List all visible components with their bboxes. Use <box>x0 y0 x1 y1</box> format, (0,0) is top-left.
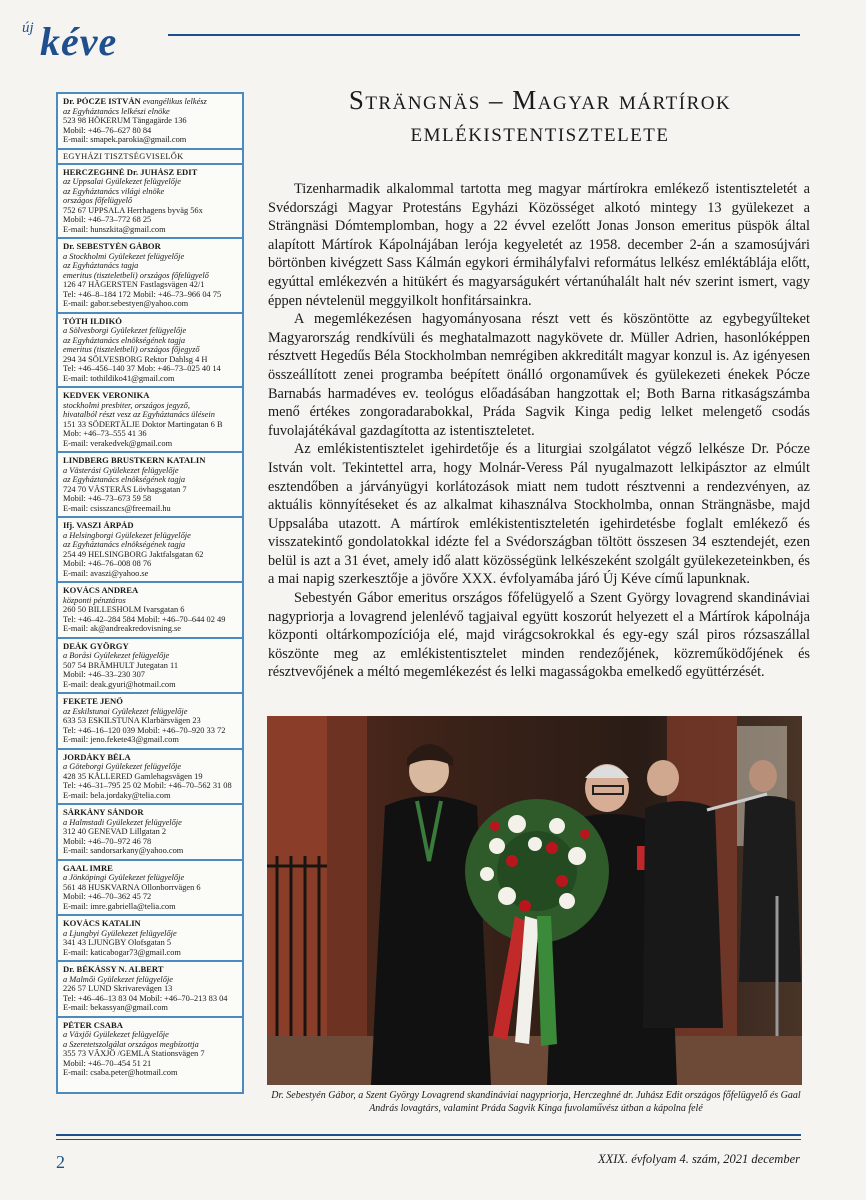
official-line: 254 49 HELSINGBORG Jaktfalsgatan 62 <box>63 549 204 559</box>
official-line: 633 53 ESKILSTUNA Klarbärsvägen 23 <box>63 716 201 725</box>
official-line: Mobil: +46–73–673 59 58 <box>63 494 152 503</box>
official-line: az Egyháztanács tagja <box>63 261 139 270</box>
officials-section-title: EGYHÁZI TISZTSÉGVISELŐK <box>58 150 242 165</box>
official-line: stockholmi presbiter, országos jegyző, <box>63 400 190 410</box>
official-line: a Göteborgi Gyülekezet felügyelője <box>63 762 182 771</box>
procession-photo-illustration <box>267 716 802 1085</box>
official-line: a Halmstadi Gyülekezet felügyelője <box>63 817 182 827</box>
official-name: Ifj. VASZI ÁRPÁD <box>63 521 134 530</box>
masthead-logo <box>18 6 218 66</box>
official-line: hivatalból részt vesz az Egyháztanács ülésein <box>63 410 215 419</box>
pastor-line: 523 98 HÖKERUM Tängagärde 136 <box>63 116 187 125</box>
official-line: emeritus (tiszteletbeli) országos főjegyző <box>63 345 200 354</box>
official-line: Mobil: +46–70–454 51 21 <box>63 1058 152 1068</box>
pastor-line: E-mail: smapek.parokia@gmail.com <box>63 135 187 144</box>
official-line: 428 35 KÅLLERED Gamlehagsvägen 19 <box>63 771 203 781</box>
official-line: az Egyháztanács elnökségének tagja <box>63 475 186 484</box>
photo-caption: Dr. Sebestyén Gábor, a Szent György Lovagrend skandináviai nagypriorja, Herczeghné dr. Juhász Edit országos főfelügyelő és Gaal András lovagtárs, valamint Práda Sagvik Kinga fuvolaművész útban a kápolna felé <box>271 1090 801 1114</box>
official-contact <box>58 165 242 240</box>
official-contact <box>58 518 242 583</box>
official-line: a Sölvesborgi Gyülekezet felügyelője <box>63 326 187 335</box>
official-line: E-mail: deak.gyuri@hotmail.com <box>63 679 176 689</box>
official-line: a Ljungbyi Gyülekezet felügyelője <box>63 928 177 938</box>
official-line: E-mail: hunszkita@gmail.com <box>63 224 166 234</box>
official-line: 561 48 HUSKVARNA Ollonborrvägen 6 <box>63 882 201 892</box>
masthead-title: kéve <box>40 19 118 64</box>
official-line: Tel: +46–456–140 37 Mob: +46–73–025 40 14 <box>63 364 221 373</box>
pastor-role: evangélikus lelkész <box>142 97 207 106</box>
official-line: 724 70 VÄSTERÅS Lövhagsgatan 7 <box>63 484 187 494</box>
official-contact <box>58 750 242 806</box>
article-paragraph: Sebestyén Gábor emeritus országos főfelügyelő a Szent György lovagrend skandináviai nagypriorja a lovagrend jelenlévő tagjaival együtt koszorút helyezett el a Mártírok kápolnája központi oltárkompozíciója elé, majd virágcsokrokkal és egy-egy szál piros rózsaszállal köszönte meg az emlékistentisztelet minden rendezőjének, közreműködőjének és résztvevőjének a méltó megemlékezést és lelki magasságokba emelkedő együttérzését. <box>268 590 810 681</box>
masthead-prefix: új <box>22 20 34 36</box>
official-line: a Stockholmi Gyülekezet felügyelője <box>63 251 185 261</box>
official-line: 226 57 LUND Skrivarevägen 13 <box>63 984 173 993</box>
official-line: E-mail: avaszi@yahoo.se <box>63 568 149 578</box>
article-title-line: emlékistentisztelete <box>410 117 670 147</box>
pastor-name: Dr. PÓCZE ISTVÁN <box>63 97 141 106</box>
official-line: E-mail: imre.gabriella@telia.com <box>63 901 176 911</box>
official-contact <box>58 962 242 1018</box>
official-name: HERCZEGHNÉ Dr. JUHÁSZ EDIT <box>63 167 198 177</box>
official-line: országos főfelügyelő <box>63 196 133 205</box>
pastor-line: az Egyháztanács lelkészi elnöke <box>63 106 170 116</box>
official-line: központi pénztáros <box>63 595 126 605</box>
pastor-line: Mobil: +46–76–627 80 84 <box>63 125 152 135</box>
official-line: E-mail: jeno.fekete43@gmail.com <box>63 735 179 744</box>
official-line: 355 73 VÄXJÖ /GEMLA Stationsvägen 7 <box>63 1049 205 1058</box>
official-name: DEÁK GYÖRGY <box>63 641 129 651</box>
issue-info: XXIX. évfolyam 4. szám, 2021 december <box>597 1152 800 1166</box>
official-name: KEDVEK VERONIKA <box>63 391 150 400</box>
official-name: FEKETE JENŐ <box>63 697 123 706</box>
official-line: E-mail: bekassyan@gmail.com <box>63 1003 168 1012</box>
official-line: Tel: +46–16–120 039 Mobil: +46–70–920 33 72 <box>63 725 226 735</box>
official-line: E-mail: csisszancs@freemail.hu <box>63 503 171 513</box>
official-line: E-mail: verakedvek@gmail.com <box>63 438 173 448</box>
official-line: 294 34 SÖLVESBORG Rektor Dahlsg 4 H <box>63 354 208 364</box>
official-line: Mobil: +46–70–362 45 72 <box>63 892 152 901</box>
official-name: Dr. BÉKÁSSY N. ALBERT <box>63 965 164 974</box>
official-line: E-mail: gabor.sebestyen@yahoo.com <box>63 299 189 308</box>
official-line: az Egyháztanács világi elnöke <box>63 186 165 196</box>
official-line: 151 33 SÖDERTÄLJE Doktor Martingatan 6 B <box>63 419 223 429</box>
official-line: 341 43 LJUNGBY Olofsgatan 5 <box>63 938 172 947</box>
official-line: Mob: +46–73–555 41 36 <box>63 429 147 438</box>
official-line: E-mail: csaba.peter@hotmail.com <box>63 1068 178 1077</box>
official-line: a Boråsi Gyülekezet felügyelője <box>63 651 170 660</box>
officials-list <box>58 165 242 1081</box>
official-line: E-mail: sandorsarkany@yahoo.com <box>63 846 184 855</box>
procession-photo <box>267 716 802 1085</box>
official-line: 507 54 BRÄMHULT Jutegatan 11 <box>63 660 179 670</box>
official-line: E-mail: bela.jordaky@telia.com <box>63 790 171 800</box>
official-line: az Egyháztanács elnökségének tagja <box>63 540 186 549</box>
official-line: Mobil: +46–76–008 08 76 <box>63 559 152 568</box>
official-contact <box>58 583 242 639</box>
official-line: az Uppsalai Gyülekezet felügyelője <box>63 177 181 186</box>
article-paragraph: Tizenharmadik alkalommal tartotta meg magyar mártírokra emlékező istentiszteletét a Svédországi Magyar Protestáns Egyházi Közösséget alkotó mintegy 13 gyülekezet a Strängnäsi Dómtemplomban, hogy a 22 évvel ezelőtt Jonas Jonson emeritus püspök által alapított Mártírok Kápolnájában lerója kegyeletét az 1958. december 2-án a szamosújvári börtönben kivégzett Sass Kálmán egykori érmihályfalvi református lelkész emléktáblája előtt, egyúttal emlékezvén a hitükért és magyarságukért vértanúhalált halt név szerint ismert, vagy éppen névtelenül meggyilkolt honfitársainkra. <box>268 181 810 309</box>
official-line: Tel: +46–31–795 25 02 Mobil: +46–70–562 31 08 <box>63 781 232 790</box>
official-line: az Eskilstunai Gyülekezet felügyelője <box>63 706 188 716</box>
article-paragraph: Az emlékistentisztelet igehirdetője és a liturgiai szolgálatot végző lelkésze Dr. Pócze István volt. Tekintettel arra, hogy Molnár-Veress Pál nyugalmazott lelkipásztor az elmúlt esztendőben a járványügyi korlátozások miatt nem tudott résztvenni a rendezvényen, az aktuális könnyítéseket és az alkalmat kihasználva Stockholmba, onnan Strängnäsbe, majd Uppsalába utazott. A mártírok emlékistentiszteletén igehirdetésbe foglalt emlékező és visszatekintő gondolatokkal idézte fel a Svédországban töltött összesen 34 esztendejét, ezen belül is azt a 31 évet, amely idő alatt közösségünk lelkészeként szolgált gyülekezeteinkben, és a mai napig szerkesztője a jövőre XXX. évfolyamába járó Új Kéve című lapunknak. <box>268 441 810 588</box>
footer-rule <box>56 1134 801 1136</box>
official-contact <box>58 694 242 750</box>
official-line: Mobil: +46–33–230 307 <box>63 670 145 679</box>
official-line: E-mail: katicabogar73@gmail.com <box>63 947 181 957</box>
official-line: a Västerási Gyülekezet felügyelője <box>63 465 179 475</box>
official-name: KOVÁCS KATALIN <box>63 919 141 928</box>
official-line: E-mail: ak@andreakredovisning.se <box>63 624 181 633</box>
official-line: 312 40 GENEVAD Lillgatan 2 <box>63 827 167 836</box>
official-contact <box>58 314 242 389</box>
official-line: Mobil: +46–70–972 46 78 <box>63 836 152 846</box>
article-title <box>270 84 810 148</box>
official-line: az Egyháztanács elnökségének tagja <box>63 335 186 345</box>
official-name: Dr. SEBESTYÉN GÁBOR <box>63 242 161 251</box>
official-name: GAAL IMRE <box>63 863 113 873</box>
article-paragraph: A megemlékezésen hagyományosana részt vett és köszöntötte az egybegyűlteket Magyarország rendkívüli és meghatalmazott nagykövete dr. Müller Adrien, hasonlóképpen résztvett Hegedűs Béla Stockholmban nemrégiben akkreditált magyar konzul is. Az igényesen összeállított zenei programba beépített önálló orgonaművek és gyülekezeti énekek Pócze Barnabás harmadéves ev. teológus előadásában hangzottak el; Both Barna ritkaságszámba menő értékes zongoradarabokkal, Práda Sagvik Kinga pedig lelket melengető csodás fuvolajátékával gazdagította az istentiszteletet. <box>268 311 810 439</box>
footer-rule-thin <box>56 1139 801 1140</box>
official-line: a Malmői Gyülekezet felügyelője <box>63 974 173 984</box>
official-contact <box>58 239 242 314</box>
header-rule <box>168 34 800 36</box>
official-line: a Växjői Gyülekezet felügyelője <box>63 1030 169 1039</box>
official-contact <box>58 639 242 695</box>
official-name: PÉTER CSABA <box>63 1020 123 1030</box>
official-name: TÓTH ILDIKÓ <box>63 316 122 326</box>
official-line: E-mail: tothildiko41@gmail.com <box>63 373 175 383</box>
article-body <box>268 180 810 682</box>
contacts-sidebar <box>56 92 244 1094</box>
official-contact <box>58 805 242 861</box>
official-contact <box>58 388 242 453</box>
official-line: 752 67 UPPSALA Herrhagens byväg 56x <box>63 205 203 215</box>
official-line: Tel: +46–42–284 584 Mobil: +46–70–644 02 49 <box>63 614 226 624</box>
official-line: a Szeretetszolgálat országos megbízottja <box>63 1039 199 1049</box>
article-title-line: Strängnäs – Magyar mártírok <box>348 85 732 115</box>
official-name: JORDÁKY BÉLA <box>63 752 131 762</box>
official-name: SÁRKÁNY SÁNDOR <box>63 808 144 817</box>
official-line: a Jönköpingi Gyülekezet felügyelője <box>63 873 185 882</box>
official-line: Tel: +46–46–13 83 04 Mobil: +46–70–213 83 04 <box>63 993 228 1003</box>
official-line: emeritus (tiszteletbeli) országos főfelügyelő <box>63 270 209 280</box>
official-line: Mobil: +46–73–772 68 25 <box>63 215 152 224</box>
pastor-contact <box>58 94 242 150</box>
page-number: 2 <box>56 1152 65 1172</box>
official-contact <box>58 1018 242 1081</box>
official-line: a Helsingborgi Gyülekezet felügyelője <box>63 530 191 540</box>
official-contact <box>58 916 242 962</box>
official-line: 126 47 HÄGERSTEN Fastlagsvägen 42/1 <box>63 280 205 289</box>
official-contact <box>58 861 242 917</box>
official-line: Tel: +46–8–184 172 Mobil: +46–73–966 04 75 <box>63 289 222 299</box>
official-line: 260 50 BILLESHOLM Ivarsgatan 6 <box>63 605 185 614</box>
official-name: LINDBERG BRUSTKERN KATALIN <box>63 456 206 465</box>
official-contact <box>58 453 242 518</box>
official-name: KOVÁCS ANDREA <box>63 586 139 595</box>
